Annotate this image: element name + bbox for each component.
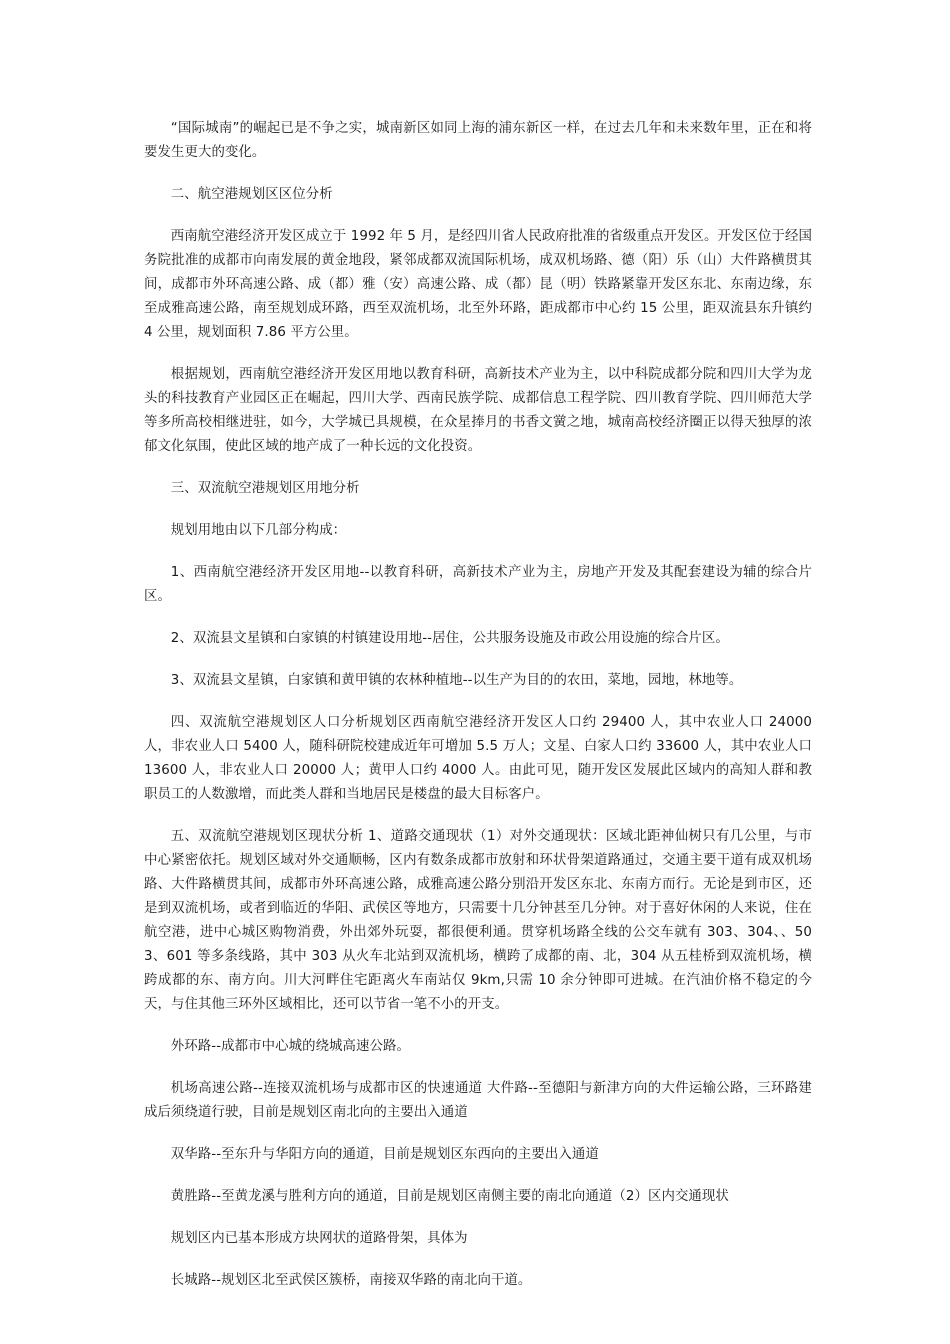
road-huangsheng: 黄胜路--至黄龙溪与胜利方向的通道，目前是规划区南侧主要的南北向通道（2）区内交通现状 <box>170 1189 729 1204</box>
paragraph-internal-roads: 规划区内已基本形成方块网状的道路骨架，具体为 <box>170 1231 468 1246</box>
paragraph-land-composition: 规划用地由以下几部分构成： <box>170 523 347 538</box>
document-body <box>144 117 812 1311</box>
paragraph-population: 四、双流航空港规划区人口分析规划区西南航空港经济开发区人口约 29400 人，其中农业人口 24000 人，非农业人口 5400 人，随科研院校建成近年可增加 5.5 万人；文星、白家人口约 33600 人，其中农业人口 13600 人，非农业人口 20000 人；黄甲人口约 4000 人。由此可见，随开发区发展此区域内的高知人群和教职员工的人数激增，而此类人群和当地居民是楼盘的最大目标客户。 <box>144 715 812 802</box>
paragraph-intro: “国际城南”的崛起已是不争之实，城南新区如同上海的浦东新区一样，在过去几年和未来数年里，正在和将要发生更大的变化。 <box>144 121 812 160</box>
road-airport-expressway: 机场高速公路--连接双流机场与成都市区的快速通道 大件路--至德阳与新津方向的大件运输公路，三环路建成后须绕道行驶，目前是规划区南北向的主要出入通道 <box>144 1081 812 1120</box>
paragraph-planning: 根据规划，西南航空港经济开发区用地以教育科研，高新技术产业为主，以中科院成都分院和四川大学为龙头的科技教育产业园区正在崛起，四川大学、西南民族学院、成都信息工程学院、四川教育学院、四川师范大学等多所高校相继进驻，如今，大学城已具规模，在众星捧月的书香文黉之地，城南高校经济圈正以得天独厚的浓郁文化氛围，使此区域的地产成了一种长远的文化投资。 <box>144 367 812 454</box>
list-item-land-3: 3、双流县文星镇，白家镇和黄甲镇的农林种植地--以生产为目的的农田，菜地，园地，林地等。 <box>170 673 743 688</box>
road-shuanghua: 双华路--至东升与华阳方向的通道，目前是规划区东西向的主要出入通道 <box>170 1147 599 1162</box>
list-item-land-1: 1、西南航空港经济开发区用地--以教育科研，高新技术产业为主，房地产开发及其配套建设为辅的综合片区。 <box>144 565 812 604</box>
section-heading-location: 二、航空港规划区区位分析 <box>170 187 333 202</box>
paragraph-traffic: 五、双流航空港规划区现状分析 1、道路交通现状（1）对外交通现状：区域北距神仙树只有几公里，与市中心紧密依托。规划区域对外交通顺畅，区内有数条成都市放射和环状骨架道路通过，交通主要干道有成双机场路、大件路横贯其间，成都市外环高速公路，成雅高速公路分别沿开发区东北、东南方而行。无论是到市区，还是到双流机场，或者到临近的华阳、武侯区等地方，只需要十几分钟甚至几分钟。对于喜好休闲的人来说，住在航空港，进中心城区购物消费，外出郊外玩耍，都很便利通。贯穿机场路全线的公交车就有 303、304、、503、601 等多条线路，其中 303 从火车北站到双流机场，横跨了成都的南、北，304 从五桂桥到双流机场，横跨成都的东、南方向。川大河畔住宅距离火车南站仅 9km,只需 10 余分钟即可进城。在汽油价格不稳定的今天，与住其他三环外区域相比，还可以节省一笔不小的开支。 <box>144 829 812 1012</box>
paragraph-location: 西南航空港经济开发区成立于 1992 年 5 月，是经四川省人民政府批准的省级重点开发区。开发区位于经国务院批准的成都市向南发展的黄金地段，紧邻成都双流国际机场，成双机场路、德（阳）乐（山）大件路横贯其间，成都市外环高速公路、成（都）雅（安）高速公路、成（都）昆（明）铁路紧靠开发区东北、东南边缘，东至成雅高速公路，南至规划成环路，西至双流机场，北至外环路，距成都市中心约 15 公里，距双流县东升镇约 4 公里，规划面积 7.86 平方公里。 <box>144 229 812 340</box>
list-item-land-2: 2、双流县文星镇和白家镇的村镇建设用地--居住，公共服务设施及市政公用设施的综合片区。 <box>170 631 729 646</box>
road-outer-ring: 外环路--成都市中心城的绕城高速公路。 <box>170 1039 410 1054</box>
road-changcheng: 长城路--规划区北至武侯区簇桥，南接双华路的南北向干道。 <box>170 1273 532 1288</box>
section-heading-land-use: 三、双流航空港规划区用地分析 <box>170 481 360 496</box>
